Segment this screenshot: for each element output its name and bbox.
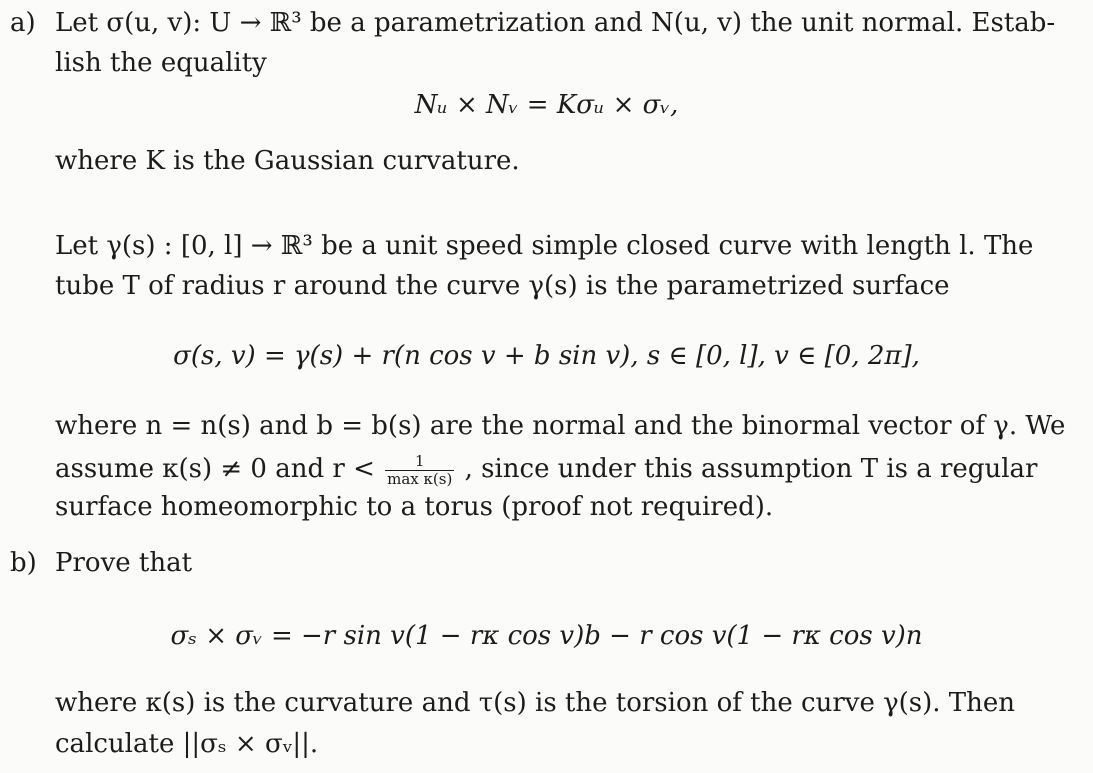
part-a-line-2: lish the equality (55, 48, 267, 78)
part-a-line-3: where K is the Gaussian curvature. (55, 146, 520, 176)
setup-line-3: where n = n(s) and b = b(s) are the normal and the binormal vector of γ. We (55, 411, 1066, 441)
part-b-line-2: where κ(s) is the curvature and τ(s) is the torsion of the curve γ(s). Then (55, 688, 1016, 718)
setup-line-5: surface homeomorphic to a torus (proof not required). (55, 492, 774, 522)
setup-line-2: tube T of radius r around the curve γ(s) is the parametrized surface (55, 271, 950, 301)
part-a-equation: Nᵤ × Nᵥ = Kσᵤ × σᵥ, (414, 90, 679, 120)
fraction-denominator: max κ(s) (387, 469, 453, 488)
part-b-line-3: calculate ||σₛ × σᵥ||. (55, 729, 319, 759)
fraction-numerator: 1 (385, 453, 454, 471)
setup-line-1: Let γ(s) : [0, l] → ℝ³ be a unit speed simple closed curve with length l. The (55, 231, 1034, 261)
part-a-label: a) (10, 8, 36, 38)
setup-line-4-post: , since under this assumption T is a regular (464, 454, 1038, 484)
fraction (385, 453, 454, 487)
setup-line-4-pre: assume κ(s) ≠ 0 and r < (55, 454, 375, 484)
setup-equation: σ(s, v) = γ(s) + r(n cos v + b sin v), s ∈ [0, l], v ∈ [0, 2π], (173, 341, 920, 371)
part-b-equation: σₛ × σᵥ = −r sin v(1 − rκ cos v)b − r cos v(1 − rκ cos v)n (170, 621, 923, 651)
part-b-label: b) (10, 548, 37, 578)
setup-line-4 (55, 453, 1037, 487)
part-b-line-1: Prove that (55, 548, 193, 578)
part-a-line-1: Let σ(u, v): U → ℝ³ be a parametrization and N(u, v) the unit normal. Estab- (55, 8, 1056, 38)
